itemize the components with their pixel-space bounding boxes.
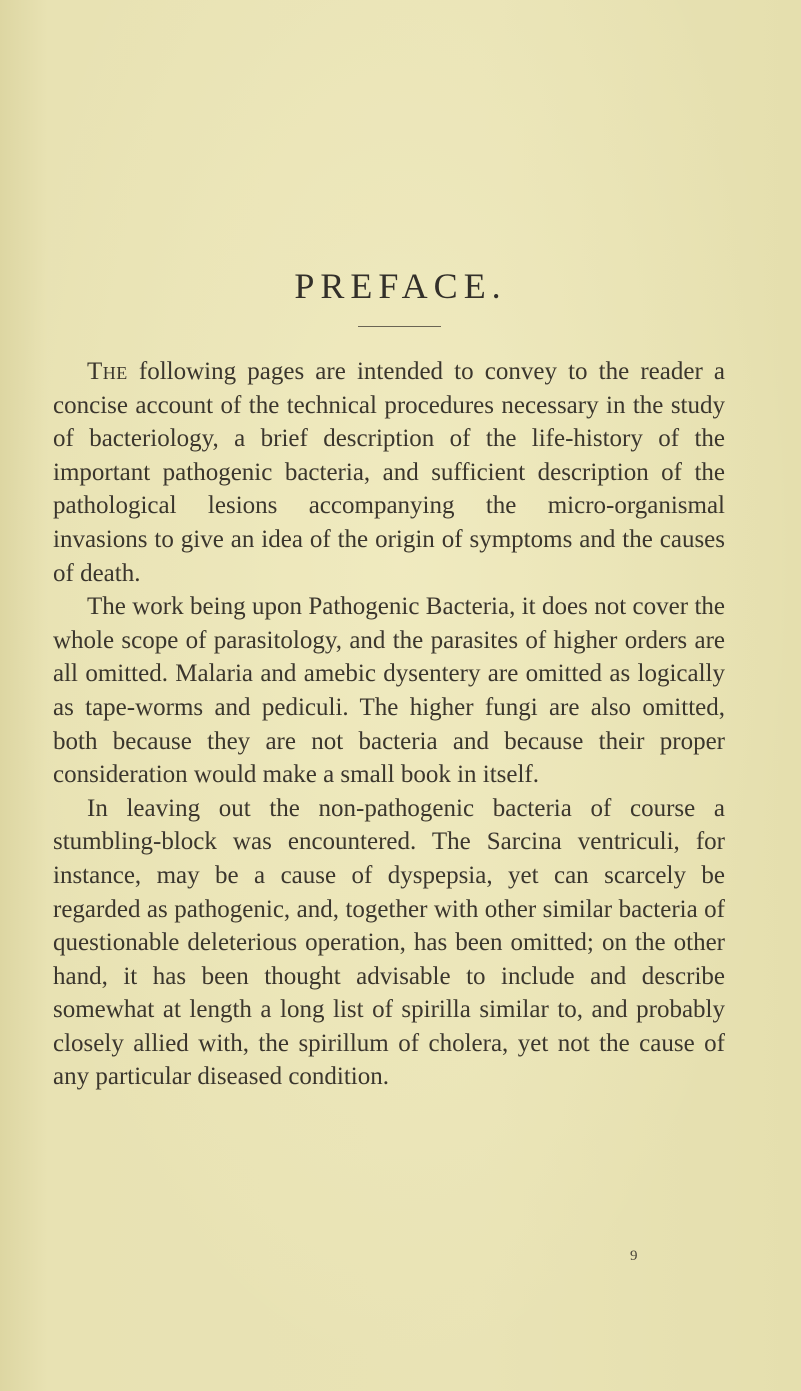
preface-body	[53, 355, 725, 1094]
paragraph-3	[53, 792, 725, 1094]
paragraph-lead-word: The	[87, 358, 128, 385]
page-title: PREFACE.	[294, 266, 507, 306]
page-number: 9	[630, 1248, 638, 1264]
paragraph-text: following pages are intended to convey to the reader a concise account of the technical procedures necessary in the study of bacteriology, a brief description of the life-history of the important pathogenic bacteria, and sufficient description of the pathological lesions accompanying the micro-organismal invasions to give an idea of the origin of symptoms and the causes of death.	[53, 358, 725, 587]
paragraph-2	[53, 590, 725, 792]
paragraph-text: The work being upon Pathogenic Bacteria, it does not cover the whole scope of parasitology, and the parasites of higher orders are all omitted. Malaria and amebic dysentery are omitted as logically as tape-worms and pediculi. The higher fungi are also omitted, both because they are not bacteria and because their proper consideration would make a small book in itself.	[53, 593, 725, 789]
paragraph-1	[53, 355, 725, 590]
title-rule	[358, 326, 441, 327]
paragraph-text: In leaving out the non-pathogenic bacteria of course a stumbling-block was encountered. The Sarcina ventriculi, for instance, may be a cause of dyspepsia, yet can scarcely be regarded as pathogenic, and, together with other similar bacteria of questionable deleterious operation, has been omitted; on the other hand, it has been thought advisable to include and describe somewhat at length a long list of spirilla similar to, and probably closely allied with, the spirillum of cholera, yet not the cause of any particular diseased condition.	[53, 794, 725, 1091]
